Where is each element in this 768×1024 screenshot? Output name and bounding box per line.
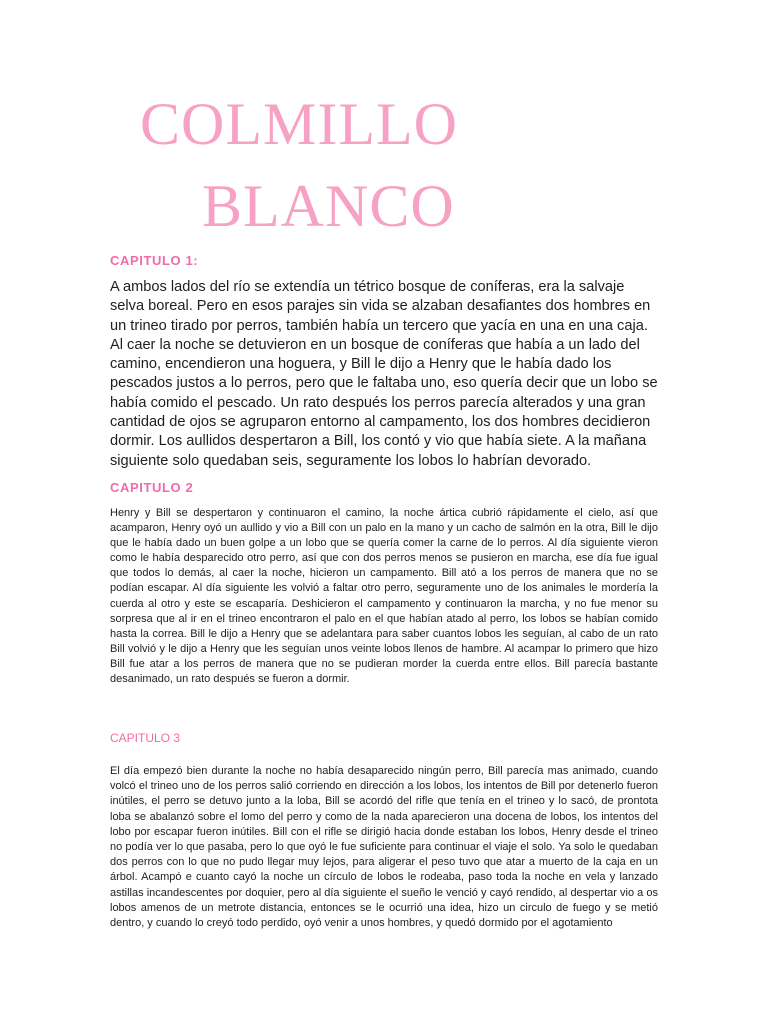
chapter-2-heading: CAPITULO 2	[110, 480, 194, 495]
chapter-1-heading: CAPITULO 1:	[110, 253, 199, 268]
chapter-2-text: Henry y Bill se despertaron y continuaron el camino, la noche ártica cubrió rápidamente el cielo, así que acamparon, Henry oyó un aullido y vio a Bill con un palo en la mano y un cacho de salmón en la otra, Bill le dijo que le había dado un buen golpe a un lobo que se quería comer la carne de lo perros. Al día siguiente vieron como le había desparecido otro perro, así que con dos perros menos se pusieron en marcha, ese día fue igual que todos lo demás, al caer la noche, hicieron un campamento. Bill ató a los perros de manera que no se podían escapar. Al día siguiente les volvió a faltar otro perro, seguramente uno de los animales le mordería la cuerda al otro y este se escaparía. Deshicieron el campamento y continuaron la marcha, y no fue menor su sorpresa que al ir en el trineo encontraron el palo en el que habían atado al perro, los lobos se habían comido hasta la correa. Bill le dijo a Henry que se adelantara para saber cuantos lobos les seguían, al cabo de un rato Bill volvió y le dijo a Henry que les seguían unos veinte lobos llenos de hambre. Al acampar lo primero que hizo Bill fue atar a los perros de manera que no se pudieran morder la cuerda entre ellos. Bill parecía bastante desanimado, un rato después se fueron a dormir.	[110, 507, 658, 686]
chapter-1-text: A ambos lados del río se extendía un tétrico bosque de coníferas, era la salvaje selva boreal. Pero en esos parajes sin vida se alzaban desafiantes dos hombres en un trineo tirado por perros, también había un tercero que yacía en una en una caja. Al caer la noche se detuvieron en un bosque de coníferas que había a un lado del camino, encendieron una hoguera, y Bill le dijo a Henry que le había dado los pescados justos a lo perros, pero que le faltaba uno, eso quería decir que un lobo se había comido el pescado. Un rato después los perros parecía alterados y una gran cantidad de ojos se agruparon entorno al campamento, los dos hombres decidieron dormir. Los aullidos despertaron a Bill, los contó y vio que había siete. A la mañana siguiente solo quedaban seis, seguramente los lobos lo habrían devorado.	[110, 279, 658, 469]
chapter-3-text: El día empezó bien durante la noche no había desaparecido ningún perro, Bill parecía mas animado, cuando volcó el trineo uno de los perros salió corriendo en dirección a los lobos, los intentos de Bill por detenerlo fueron inútiles, el perro se detuvo junto a la loba, Bill se acordó del rifle que tenía en el trineo y lo sacó, de prontota loba se abalanzó sobre el lomo del perro y como de la nada aparecieron una docena de lobos, los intentos del lobo por escapar fueron inútiles. Bill con el rifle se dirigió hacia donde estaban los lobos, Henry desde el trineo no podía ver lo que pasaba, pero lo que oyó le fue suficiente para continuar el viaje el solo. Ya solo le quedaban dos perros con lo que no pudo llegar muy lejos, para aligerar el peso tuvo que atar a muerto de la caja en un árbol. Acampó e cuanto cayó la noche un círculo de lobos le rodeaba, paso toda la noche en vela y lanzado astillas incandescentes por doquier, pero al día siguiente el sueño le venció y cayó rendido, al despertar vio a os lobos amenos de un metrote distancia, entonces se le ocurrió una idea, hizo un circulo de fuego y se metió dentro, y cuando lo creyó todo perdido, oyó venir a unos hombres, y quedó dormido por el agotamiento	[110, 765, 658, 930]
document-title-line-1: COLMILLO	[140, 91, 458, 157]
document-title-line-2: BLANCO	[202, 173, 455, 239]
chapter-3-heading: CAPITULO 3	[110, 731, 181, 745]
